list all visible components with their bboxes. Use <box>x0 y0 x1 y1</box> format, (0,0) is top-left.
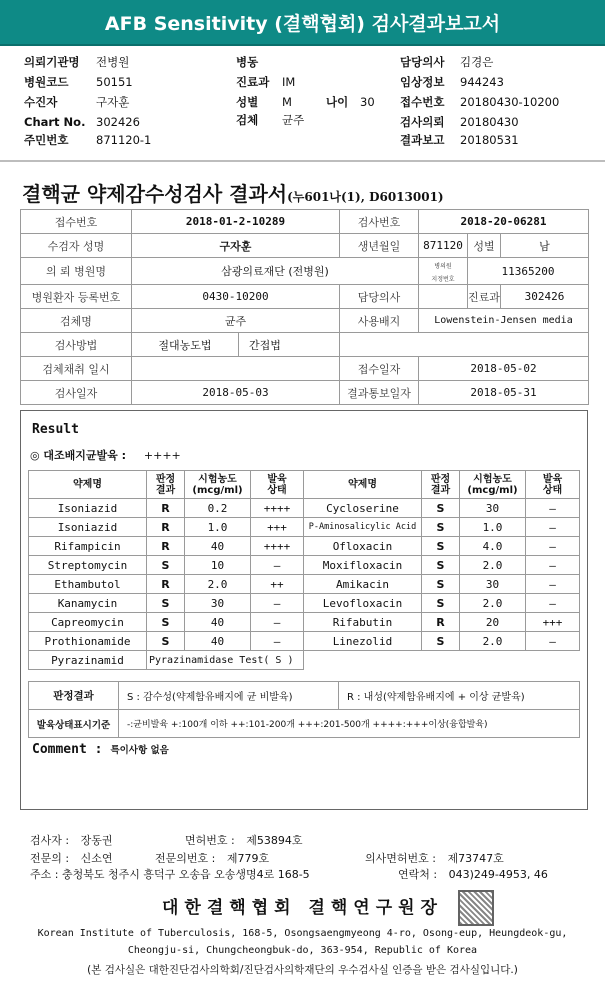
drug-growth: – <box>526 594 580 613</box>
header-dept: 진료과 IM <box>236 75 296 89</box>
header-report: 결과보고 20180531 <box>400 133 519 147</box>
drug-result: S <box>422 632 460 651</box>
drug-mic: 0.2 <box>185 499 251 518</box>
hospital-label: 의 뢰 병원명 <box>21 258 132 285</box>
drug-mic: 2.0 <box>460 556 526 575</box>
institution-en-line1: Korean Institute of Tuberculosis, 168-5, Osongsaengmyeong 4-ro, Osong-eup, Heungdeok-gu, <box>37 928 568 939</box>
drug-name: Moxifloxacin <box>304 556 422 575</box>
table-row <box>29 518 580 537</box>
col-judge: 판정 결과 <box>147 471 185 499</box>
institution-en-line2: Cheongju-si, Chungcheongbuk-do, 363-954, Republic of Korea <box>127 945 478 956</box>
drug-name: Rifampicin <box>29 537 147 556</box>
sex-label: 성별 <box>468 234 501 258</box>
drug-result: S <box>147 556 185 575</box>
official-seal-icon <box>458 890 494 926</box>
table-row <box>21 357 589 381</box>
drug-mic: 30 <box>460 575 526 594</box>
header-rrn: 주민번호 871120-1 <box>24 133 152 147</box>
drug-growth: +++ <box>251 518 304 537</box>
table-row <box>29 575 580 594</box>
physician-label: 담당의사 <box>340 285 419 309</box>
method-absolute: 절대농도법 <box>132 333 239 357</box>
header-patient: 수진자 구자훈 <box>24 95 130 109</box>
drug-growth: – <box>526 537 580 556</box>
exam-no-label: 검사번호 <box>340 210 419 234</box>
drug-name: Ofloxacin <box>304 537 422 556</box>
drug-name: Isoniazid <box>29 518 147 537</box>
judgement-s: S : 감수성(약제함유배지에 균 비발육) <box>119 682 339 710</box>
medium-label: 사용배지 <box>340 309 419 333</box>
drug-table <box>28 470 580 670</box>
doctor-license: 의사면허번호 : 제73747호 <box>365 852 504 865</box>
table-row <box>21 381 589 405</box>
drug-name: Ethambutol <box>29 575 147 594</box>
method-label: 검사방법 <box>21 333 132 357</box>
drug-result: S <box>422 537 460 556</box>
header-accession: 접수번호 20180430-10200 <box>400 95 560 109</box>
address: 주소 : 충청북도 청주시 흥덕구 오송읍 오송생명4로 168-5 <box>30 868 310 881</box>
growth-legend-label: 발육상태표시기준 <box>29 710 119 738</box>
window-title: AFB Sensitivity (결핵협회) 검사결과보고서 <box>0 0 605 46</box>
table-row <box>29 499 580 518</box>
result-label: Result <box>32 422 79 437</box>
designated-no: 11365200 <box>468 258 589 285</box>
drug-mic: 40 <box>185 613 251 632</box>
drug-result: S <box>422 499 460 518</box>
drug-name: Rifabutin <box>304 613 422 632</box>
drug-name: Kanamycin <box>29 594 147 613</box>
dob-label: 생년월일 <box>340 234 419 258</box>
contact: 연락처 : 043)249-4953, 46 <box>398 868 548 881</box>
received-label: 접수일자 <box>340 357 419 381</box>
collect-date <box>132 357 340 381</box>
drug-table-header <box>29 471 580 499</box>
table-row <box>21 333 589 357</box>
drug-result: R <box>422 613 460 632</box>
judgement-r: R : 내성(약제함유배지에 + 이상 균발육) <box>339 682 580 710</box>
drug-mic: 4.0 <box>460 537 526 556</box>
drug-result: R <box>147 499 185 518</box>
judgement-label: 판정결과 <box>29 682 119 710</box>
notify-label: 결과통보일자 <box>340 381 419 405</box>
drug-growth: – <box>251 613 304 632</box>
test-date: 2018-05-03 <box>132 381 340 405</box>
drug-result: R <box>147 518 185 537</box>
drug-result: S <box>147 613 185 632</box>
table-row <box>21 234 589 258</box>
col-growth: 발육 상태 <box>251 471 304 499</box>
control-growth: ◎ 대조배지균발육 : ++++ <box>30 449 181 462</box>
drug-result: S <box>422 575 460 594</box>
drug-name: Levofloxacin <box>304 594 422 613</box>
drug-growth: – <box>251 594 304 613</box>
drug-growth: – <box>526 575 580 594</box>
sex: 남 <box>501 234 589 258</box>
drug-mic: 40 <box>185 632 251 651</box>
header-doctor: 담당의사 김경은 <box>400 55 494 69</box>
header-request: 검사의뢰 20180430 <box>400 115 519 129</box>
drug-mic: 40 <box>185 537 251 556</box>
dob: 871120 <box>419 234 468 258</box>
drug-name: Prothionamide <box>29 632 147 651</box>
hosp-reg-no: 0430-10200 <box>132 285 340 309</box>
table-row <box>29 651 580 670</box>
header-divider <box>0 160 605 162</box>
drug-name: Isoniazid <box>29 499 147 518</box>
pza-test: Pyrazinamidase Test( S ) <box>147 651 304 670</box>
institution-kr: 대한결핵협회 결핵연구원장 <box>162 898 443 918</box>
drug-name: Capreomycin <box>29 613 147 632</box>
designated-label: 병의원 지정번호 <box>419 258 468 285</box>
header-institution: 의뢰기관명 전병원 <box>24 55 130 69</box>
pza-name: Pyrazinamid <box>29 651 147 670</box>
drug-growth: – <box>251 556 304 575</box>
drug-mic: 10 <box>185 556 251 575</box>
specialist-no: 전문의번호 : 제779호 <box>155 852 270 865</box>
col-mic-2: 시험농도 (mcg/ml) <box>460 471 526 499</box>
drug-mic: 1.0 <box>185 518 251 537</box>
drug-growth: – <box>251 632 304 651</box>
physician <box>419 285 468 309</box>
growth-legend: -:균비발육 +:100개 이하 ++:101-200개 +++:201-500개 ++++:+++이상(융합발육) <box>119 710 580 738</box>
name-label: 수검자 성명 <box>21 234 132 258</box>
table-row <box>29 594 580 613</box>
specimen-label: 검체명 <box>21 309 132 333</box>
drug-growth: ++++ <box>251 537 304 556</box>
header-sex: 성별 M <box>236 95 292 109</box>
comment: Comment : 특이사항 없음 <box>32 742 169 757</box>
table-row <box>21 210 589 234</box>
reception-no: 2018-01-2-10289 <box>132 210 340 234</box>
header-hospcode: 병원코드 50151 <box>24 75 133 89</box>
specialist: 전문의 : 신소연 <box>30 852 113 865</box>
drug-mic: 30 <box>185 594 251 613</box>
header-chart: Chart No. 302426 <box>24 115 140 129</box>
test-date-label: 검사일자 <box>21 381 132 405</box>
hosp-reg-label: 병원환자 등록번호 <box>21 285 132 309</box>
collect-label: 검체채취 일시 <box>21 357 132 381</box>
drug-name: P-Aminosalicylic Acid <box>304 518 422 537</box>
drug-growth: +++ <box>526 613 580 632</box>
drug-growth: – <box>526 556 580 575</box>
col-drug: 약제명 <box>29 471 147 499</box>
drug-result: S <box>422 556 460 575</box>
drug-growth: ++ <box>251 575 304 594</box>
certification-note: (본 검사실은 대한진단검사의학회/진단검사의학재단의 우수검사실 인증을 받은 검사실입니다.) <box>87 964 518 976</box>
table-row <box>29 710 580 738</box>
table-row <box>29 632 580 651</box>
reception-no-label: 접수번호 <box>21 210 132 234</box>
drug-name: Amikacin <box>304 575 422 594</box>
drug-growth: – <box>526 499 580 518</box>
table-row <box>29 537 580 556</box>
table-row <box>29 682 580 710</box>
header-age: 나이 30 <box>326 95 375 109</box>
drug-name: Streptomycin <box>29 556 147 575</box>
exam-no: 2018-20-06281 <box>419 210 589 234</box>
notify-date: 2018-05-31 <box>419 381 589 405</box>
drug-result: S <box>147 632 185 651</box>
drug-name: Linezolid <box>304 632 422 651</box>
drug-result: R <box>147 575 185 594</box>
tester: 검사자 : 장동권 <box>30 834 113 847</box>
license: 면허번호 : 제53894호 <box>185 834 303 847</box>
drug-result: R <box>147 537 185 556</box>
drug-mic: 20 <box>460 613 526 632</box>
specimen: 균주 <box>132 309 340 333</box>
col-judge-2: 판정 결과 <box>422 471 460 499</box>
patient-name: 구자훈 <box>132 234 340 258</box>
drug-name: Cycloserine <box>304 499 422 518</box>
drug-mic: 2.0 <box>185 575 251 594</box>
dept: 302426 <box>501 285 589 309</box>
drug-growth: ++++ <box>251 499 304 518</box>
drug-result: S <box>422 518 460 537</box>
drug-mic: 2.0 <box>460 632 526 651</box>
dept-label: 진료과 <box>468 285 501 309</box>
drug-mic: 1.0 <box>460 518 526 537</box>
header-clinical: 임상정보 944243 <box>400 75 504 89</box>
col-mic: 시험농도 (mcg/ml) <box>185 471 251 499</box>
medium: Lowenstein-Jensen media <box>419 309 589 333</box>
received-date: 2018-05-02 <box>419 357 589 381</box>
table-row <box>21 309 589 333</box>
drug-result: S <box>147 594 185 613</box>
legend-table <box>28 681 580 738</box>
table-row <box>21 258 589 285</box>
method-indirect: 간접법 <box>239 333 340 357</box>
drug-result: S <box>422 594 460 613</box>
drug-growth: – <box>526 632 580 651</box>
col-drug-2: 약제명 <box>304 471 422 499</box>
drug-mic: 2.0 <box>460 594 526 613</box>
col-growth-2: 발육 상태 <box>526 471 580 499</box>
drug-growth: – <box>526 518 580 537</box>
report-title: 결핵균 약제감수성검사 결과서(누601나(1), D6013001) <box>22 182 444 206</box>
table-row <box>21 285 589 309</box>
method-blank <box>340 333 589 357</box>
header-ward: 병동 <box>236 55 259 69</box>
patient-info-table <box>20 209 589 405</box>
drug-mic: 30 <box>460 499 526 518</box>
hospital-name: 삼광의료재단 (전병원) <box>132 258 419 285</box>
table-row <box>29 556 580 575</box>
header-specimen: 검체 균주 <box>236 113 305 127</box>
table-row <box>29 613 580 632</box>
